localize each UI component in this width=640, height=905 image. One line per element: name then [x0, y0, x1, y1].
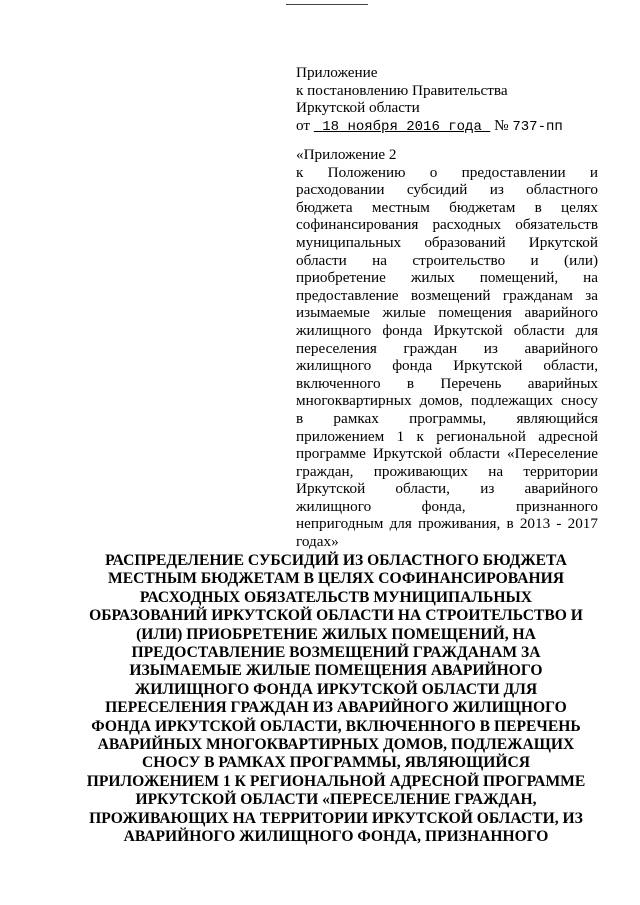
- appendix-line: к Положению о предоставлении и: [296, 163, 598, 181]
- appendix-line: жилищного фонда Иркутской области для: [296, 321, 598, 339]
- title-line: (ИЛИ) ПРИОБРЕТЕНИЕ ЖИЛЫХ ПОМЕЩЕНИЙ, НА: [136, 625, 536, 643]
- title-line: ИРКУТСКОЙ ОБЛАСТИ «ПЕРЕСЕЛЕНИЕ ГРАЖДАН,: [135, 791, 537, 809]
- appendix-line: жилищного фонда, признанного: [296, 497, 598, 515]
- appendix-line: расходовании субсидий из областного: [296, 181, 598, 199]
- title-line: ФОНДА ИРКУТСКОЙ ОБЛАСТИ, ВКЛЮЧЕННОГО В ПЕРЕЧЕНЬ: [91, 717, 581, 735]
- title-line: АВАРИЙНЫХ МНОГОКВАРТИРНЫХ ДОМОВ, ПОДЛЕЖАЩИХ: [97, 736, 575, 754]
- approval-line-1: Приложение: [296, 64, 378, 81]
- title-line: ПРОЖИВАЮЩИХ НА ТЕРРИТОРИИ ИРКУТСКОЙ ОБЛАСТИ, ИЗ: [89, 809, 583, 827]
- appendix-line: многоквартирных домов, подлежащих сносу: [296, 392, 598, 410]
- appendix-line: предоставление возмещений гражданам за: [296, 286, 598, 304]
- appendix-line: в рамках программы, являющийся: [296, 409, 598, 427]
- top-rule: [286, 4, 368, 5]
- title-line: РАСХОДНЫХ ОБЯЗАТЕЛЬСТВ МУНИЦИПАЛЬНЫХ: [139, 588, 533, 606]
- appendix-line: области на строительство и (или): [296, 251, 598, 269]
- title-line: ЖИЛИЩНОГО ФОНДА ИРКУТСКОЙ ОБЛАСТИ ДЛЯ: [134, 680, 538, 698]
- approval-date-line: [296, 117, 606, 137]
- appendix-line: непригодным для проживания, в 2013 - 2017: [296, 515, 598, 533]
- approval-date: 18 ноября 2016 года: [322, 118, 482, 135]
- appendix-line: годах»: [296, 533, 339, 551]
- title-line: РАСПРЕДЕЛЕНИЕ СУБСИДИЙ ИЗ ОБЛАСТНОГО БЮДЖЕТА: [105, 552, 567, 569]
- appendix-line: «Приложение 2: [296, 146, 397, 163]
- number-sign: №: [494, 116, 509, 134]
- title-line: ИЗЫМАЕМЫЕ ЖИЛЫЕ ПОМЕЩЕНИЯ АВАРИЙНОГО: [129, 662, 543, 680]
- appendix-line: софинансирования расходных обязательств: [296, 216, 598, 234]
- document-title: [78, 552, 594, 847]
- appendix-line: включенного в Перечень аварийных: [296, 374, 598, 392]
- title-line: ПЕРЕСЕЛЕНИЯ ГРАЖДАН ИЗ АВАРИЙНОГО ЖИЛИЩНОГО: [105, 699, 567, 717]
- appendix-line: изымаемые жилые помещения аварийного: [296, 304, 598, 322]
- appendix-line: приложением 1 к региональной адресной: [296, 427, 598, 445]
- approval-line-3: Иркутской области: [296, 99, 420, 117]
- appendix-line: муниципальных образований Иркутской: [296, 233, 598, 251]
- approval-number: 737-пп: [512, 118, 563, 135]
- appendix-block: [296, 146, 598, 551]
- appendix-line: программе Иркутской области «Переселение: [296, 445, 598, 463]
- title-line: ПРИЛОЖЕНИЕМ 1 К РЕГИОНАЛЬНОЙ АДРЕСНОЙ ПРОГРАММЕ: [86, 772, 586, 790]
- title-line: СНОСУ В РАМКАХ ПРОГРАММЫ, ЯВЛЯЮЩИЙСЯ: [141, 754, 530, 772]
- title-line: АВАРИЙНОГО ЖИЛИЩНОГО ФОНДА, ПРИЗНАННОГО: [123, 828, 549, 846]
- approval-block: [296, 64, 606, 136]
- title-line: МЕСТНЫМ БЮДЖЕТАМ В ЦЕЛЯХ СОФИНАНСИРОВАНИЯ: [107, 570, 565, 588]
- appendix-line: граждан, проживающих на территории: [296, 462, 598, 480]
- appendix-line: жилищного фонда Иркутской области,: [296, 357, 598, 375]
- appendix-line: приобретение жилых помещений, на: [296, 269, 598, 287]
- appendix-line: Иркутской области, из аварийного: [296, 480, 598, 498]
- from-prefix: от: [296, 116, 311, 134]
- title-line: ОБРАЗОВАНИЙ ИРКУТСКОЙ ОБЛАСТИ НА СТРОИТЕЛЬСТВО И: [89, 607, 583, 625]
- approval-line-2: к постановлению Правительства: [296, 81, 508, 99]
- title-line: ПРЕДОСТАВЛЕНИЕ ВОЗМЕЩЕНИЙ ГРАЖДАНАМ ЗА: [131, 644, 541, 662]
- appendix-line: бюджета местным бюджетам в целях: [296, 198, 598, 216]
- appendix-line: переселения граждан из аварийного: [296, 339, 598, 357]
